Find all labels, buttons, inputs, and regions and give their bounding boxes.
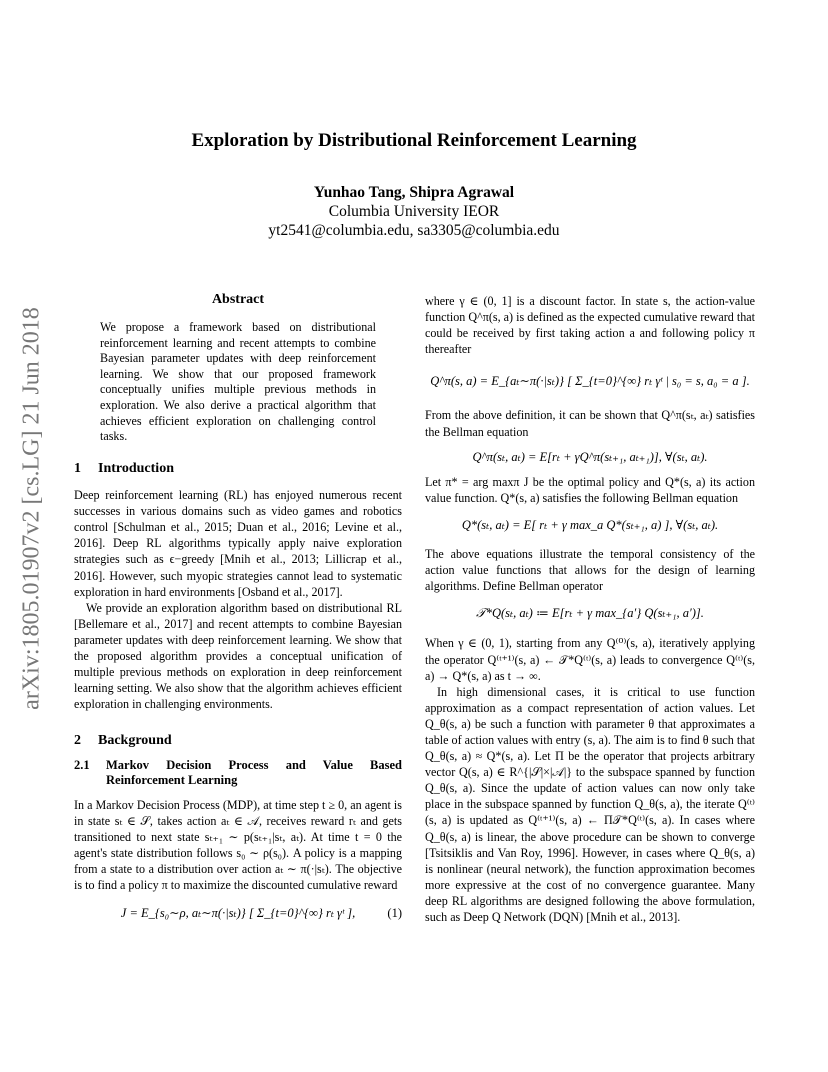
equation-1-body: J = E_{s₀∼ρ, aₜ∼π(·|sₜ)} [ Σ_{t=0}^{∞} rₜ γᵗ ], [120, 906, 356, 921]
emails: yt2541@columbia.edu, sa3305@columbia.edu [268, 222, 560, 239]
left-column [74, 461, 402, 921]
right-paragraph-6: In high dimensional cases, it is critical to use function approximation as a compact representation of action values. Let Q_θ(s, a) be such a function with parameter θ that approximates a table of action values with entry (s, a). The aim is to find θ such that Q_θ(s, a) ≈ Q*(s, a). Let Π be the operator that projects arbitrary vector Q(s, a) ∈ R^{|𝒮|×|𝒜|} to the subspace spanned by function Q_θ(s, a). Since the update of action values can now only take place in the subspace spanned by function Q_θ(s, a), the iterate Q⁽ᵗ⁾(s, a) is updated as Q⁽ᵗ⁺¹⁾(s, a) ← Π𝒯*Q⁽ᵗ⁾(s, a). In cases where Q_θ(s, a) is linear, the above procedure can be shown to converge [Tsitsiklis and Van Roy, 1996]. However, in cases where Q_θ(s, a) is nonlinear (neural network), the function approximation becomes more expressive at the cost of no convergence guarantee. Many deep RL algorithms are designed following the above formulation, such as Deep Q Network (DQN) [Mnih et al., 2013]. [425, 684, 755, 924]
author-names: Yunhao Tang, Shipra Agrawal [313, 184, 515, 201]
subsection-2-1-heading [74, 758, 402, 789]
right-paragraph-1: where γ ∈ (0, 1] is a discount factor. In state s, the action-value function Q^π(s, a) is defined as the expected cumulative reward that could be received by first taking action a and following policy π thereafter [425, 294, 755, 357]
subsection-2-1-title: Markov Decision Process and Value Based Reinforcement Learning [106, 757, 402, 787]
right-paragraph-3: Let π* = arg maxπ J be the optimal policy and Q*(s, a) its action value function. Q*(s, a) satisfies the following Bellman equation [425, 474, 755, 505]
paper-title: Exploration by Distributional Reinforcement Learning [191, 130, 637, 151]
arxiv-stamp [12, 290, 52, 730]
affiliation: Columbia University IEOR [328, 203, 500, 220]
abstract-text: We propose a framework based on distributional reinforcement learning and recent attempts to combine Bayesian parameter updates with deep reinforcement learning. We show that our proposed framework conceptually unifies multiple previous methods in exploration. We also derive a practical algorithm that achieves efficient exploration on challenging control tasks. [100, 320, 376, 444]
intro-paragraph-2: We provide an exploration algorithm based on distributional RL [Bellemare et al., 2017] and recent attempts to combine Bayesian parameter updates with deep reinforcement learning. We show that the proposed algorithm provides a conceptual unification of multiple previous methods on exploration in deep reinforcement learning setting. We also show that the algorithm achieves efficient exploration in challenging environments. [74, 600, 402, 712]
section-1-number: 1 [74, 461, 81, 476]
intro-paragraph-1: Deep reinforcement learning (RL) has enjoyed numerous recent successes in various domains such as video games and robotics control [Schulman et al., 2015; Duan et al., 2016; Levine et al., 2016]. Deep RL algorithms typically apply naive exploration strategies such as ϵ−greedy [Mnih et al., 2013; Lillicrap et al., 2016]. However, such myopic strategies cannot lead to systematic exploration in hard environments [Osband et al., 2017]. [74, 488, 402, 599]
equation-1-number: (1) [387, 906, 402, 921]
section-2-heading [74, 733, 402, 749]
arxiv-stamp-text: arXiv:1805.01907v2 [cs.LG] 21 Jun 2018 [18, 307, 45, 710]
author-block [0, 183, 828, 240]
right-column [425, 293, 755, 925]
section-1-title: Introduction [98, 461, 174, 476]
equation-1 [74, 905, 402, 921]
right-paragraph-4: The above equations illustrate the temporal consistency of the action value functions that allows for the design of learning algorithms. Define Bellman operator [425, 547, 755, 594]
section-2-number: 2 [74, 733, 81, 749]
equation-bellman: Q^π(sₜ, aₜ) = E[rₜ + γQ^π(sₜ₊₁, aₜ₊₁)], ∀(sₜ, aₜ). [472, 449, 708, 464]
right-paragraph-2: From the above definition, it can be shown that Q^π(sₜ, aₜ) satisfies the Bellman equation [425, 408, 755, 439]
abstract-heading: Abstract [211, 292, 265, 307]
section-1-heading [74, 461, 402, 477]
equation-bellman-optimal: Q*(sₜ, aₜ) = E[ rₜ + γ max_a Q*(sₜ₊₁, a) ], ∀(sₜ, aₜ). [461, 517, 719, 532]
section-2-title: Background [98, 733, 172, 749]
background-paragraph-1: In a Markov Decision Process (MDP), at time step t ≥ 0, an agent is in state sₜ ∈ 𝒮, takes action aₜ ∈ 𝒜, receives reward rₜ and gets transitioned to next state sₜ₊₁ ∼ p(sₜ₊₁|sₜ, aₜ). At time t = 0 the agent's state distribution follows s₀ ∼ ρ(s₀). A policy is a mapping from a state to a distribution over action aₜ ∼ π(·|sₜ). The objective is to find a policy π to maximize the discounted cumulative reward [74, 797, 402, 892]
equation-q-pi: Q^π(s, a) = E_{aₜ∼π(·|sₜ)} [ Σ_{t=0}^{∞} rₜ γᵗ | s₀ = s, a₀ = a ]. [430, 374, 750, 389]
equation-bellman-operator: 𝒯*Q(sₜ, aₜ) ≔ E[rₜ + γ max_{a′} Q(sₜ₊₁, a′)]. [476, 606, 704, 621]
right-paragraph-5: When γ ∈ (0, 1), starting from any Q⁽⁰⁾(s, a), iteratively applying the operator Q⁽ᵗ⁺¹⁾(s, a) ← 𝒯*Q⁽ᵗ⁾(s, a) leads to convergence Q⁽ᵗ⁾(s, a) → Q*(s, a) as t → ∞. [425, 636, 755, 683]
subsection-2-1-number: 2.1 [74, 757, 90, 772]
